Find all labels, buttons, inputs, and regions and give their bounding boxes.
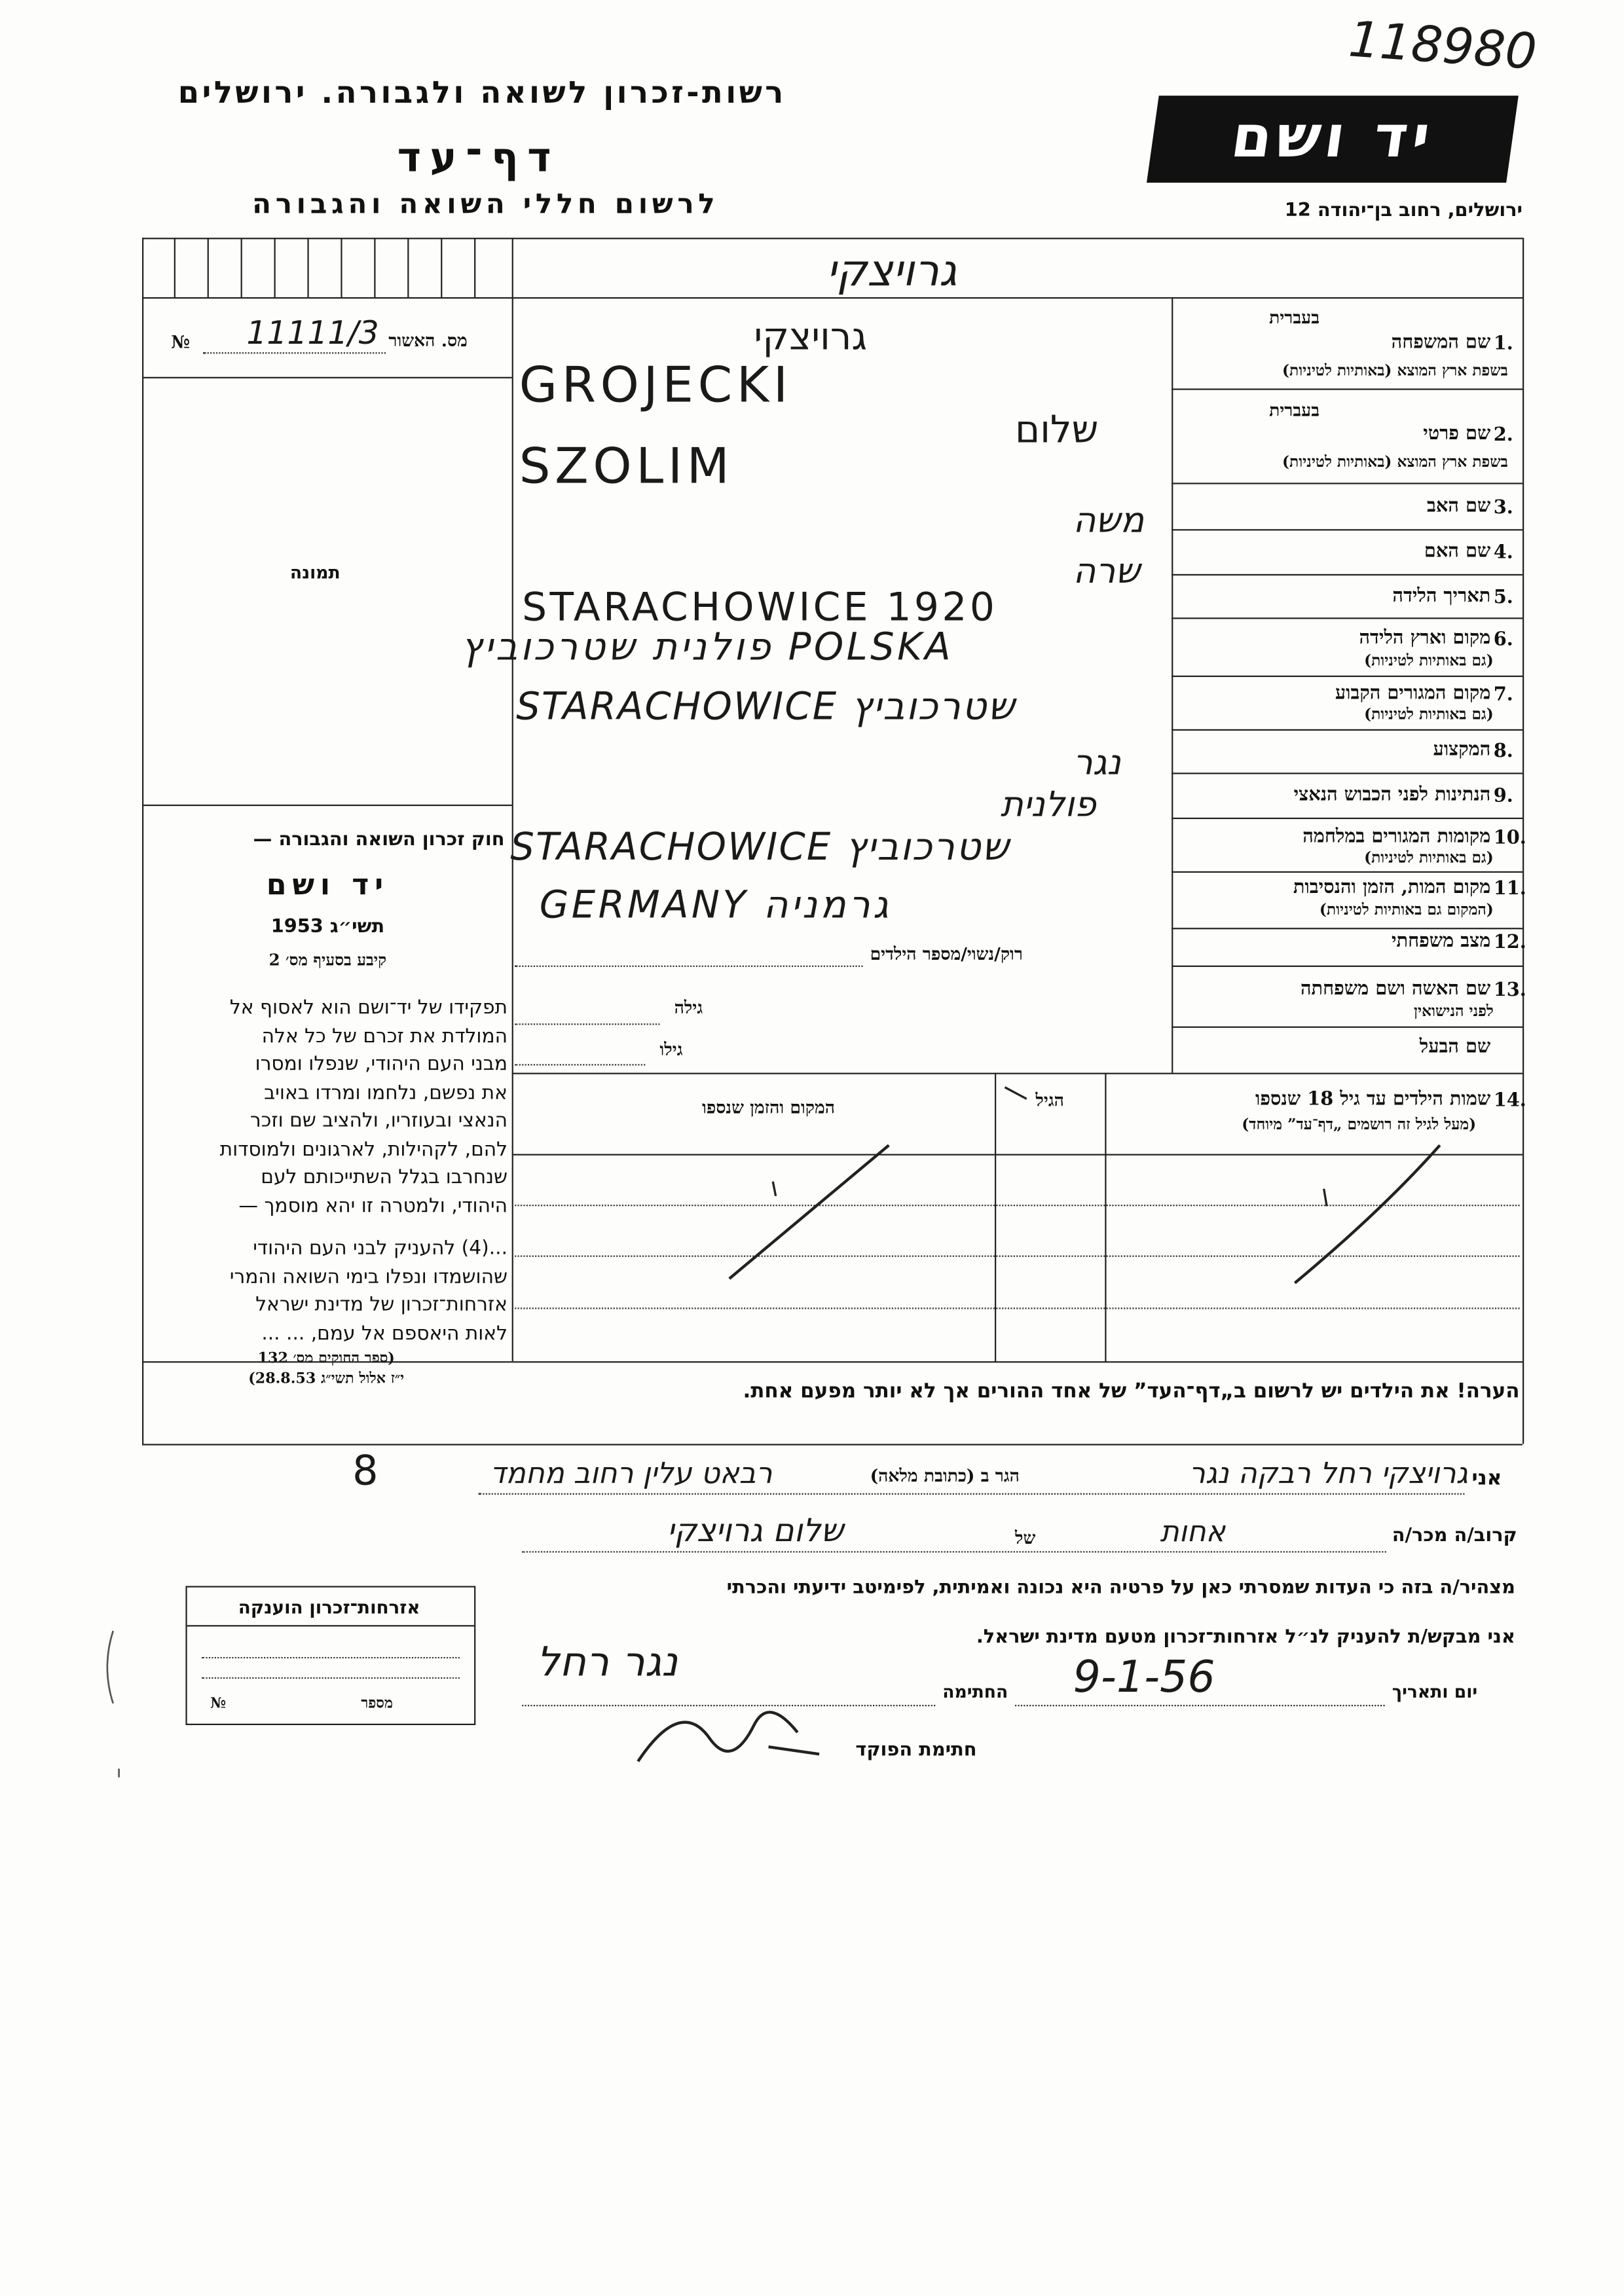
- signature-value: נגר רחל: [536, 1638, 678, 1686]
- frame-left: [142, 238, 143, 1444]
- field-4-num: 4.: [1493, 542, 1513, 564]
- field-13-label: שם האשה ושם משפחתה: [1300, 978, 1491, 1000]
- field-10-label: מקומות המגורים במלחמה: [1302, 826, 1491, 848]
- citizenship-box-line: [202, 1677, 460, 1679]
- field-husband-label: שם הבעל: [1419, 1036, 1491, 1059]
- citizenship-number-label: מספר: [361, 1696, 394, 1713]
- field-12-value: רוק/נשוי/מספר הילדים: [870, 943, 1023, 964]
- field-13-divider: [1172, 1027, 1522, 1028]
- field-8-label: המקצוע: [1433, 739, 1491, 761]
- field-5-value: STARACHOWICE 1920: [522, 585, 998, 631]
- signature-label: החתימה: [942, 1681, 1008, 1702]
- field-10-sub: (גם באותיות לטיניות): [1364, 849, 1494, 867]
- field-2-value-latin: SZOLIM: [519, 437, 734, 496]
- field-6-divider: [1172, 676, 1522, 677]
- field-9-value: פולנית: [1000, 784, 1096, 825]
- field-2-label: שם פרטי: [1423, 423, 1491, 445]
- grid-cell: [341, 238, 342, 297]
- field-4-divider: [1172, 574, 1522, 575]
- decl-line4: אני מבקש/ת להעניק לנ״ל אזרחות־זכרון מטעם מדינת ישראל.: [976, 1626, 1515, 1649]
- grid-cell: [407, 238, 409, 297]
- field-1-label: שם המשפחה: [1391, 332, 1491, 354]
- form-subtitle: לרשום חללי השואה והגבורה: [252, 188, 720, 221]
- decl-line2-label: קרוב/ה מכר/ה: [1392, 1525, 1517, 1547]
- field-10-value: STARACHOWICE שטרכוביץ: [510, 826, 1010, 870]
- field-5-divider: [1172, 617, 1522, 619]
- field-8-num: 8.: [1493, 740, 1513, 763]
- law-text-block: [145, 994, 507, 1391]
- official-signature-label: חתימת הפוקד: [855, 1740, 977, 1762]
- decl-line1-dotted: [479, 1493, 1465, 1495]
- law-reference: (ספר החוקים מס׳ 132: [257, 1351, 395, 1368]
- archive-number: 118980: [1346, 10, 1539, 82]
- decl-line1-number: 8: [352, 1446, 378, 1495]
- children-label: שמות הילדים עד גיל 18 שנספו: [1255, 1088, 1491, 1111]
- address: ירושלים, רחוב בן־יהודה 12: [1284, 200, 1523, 222]
- grid-cell: [307, 238, 308, 297]
- field-1-divider: [1172, 388, 1522, 390]
- grid-cell: [208, 238, 209, 297]
- field-2-divider: [1172, 483, 1522, 484]
- decl-line2-dotted: [522, 1551, 1386, 1552]
- field-7-divider: [1172, 729, 1522, 731]
- grid-cell: [474, 238, 475, 297]
- law-line: אזרחות־זכרון של מדינת ישראל: [255, 1294, 508, 1317]
- field-1-sub: בשפת ארץ המוצא (באותיות לטיניות): [1282, 362, 1508, 380]
- field-6-sub: (גם באותיות לטיניות): [1364, 652, 1494, 670]
- law-line: ...(4) להעניק לבני העם היהודי: [253, 1238, 508, 1260]
- field-7-sub: (גם באותיות לטיניות): [1364, 706, 1494, 723]
- law-clause: קיבע בסעיף מס׳ 2: [268, 951, 387, 970]
- registration-label: מס. האשור: [388, 330, 468, 351]
- grid-cell: [441, 238, 442, 297]
- citizenship-box-title-divider: [187, 1625, 474, 1626]
- citizenship-box: [185, 1586, 475, 1725]
- field-12-label: מצב משפחתי: [1392, 930, 1491, 953]
- field-1-tag: בעברית: [1269, 307, 1320, 328]
- field-2-sub: בשפת ארץ המוצא (באותיות לטיניות): [1282, 454, 1508, 471]
- field-13-dotted-line: [515, 1023, 659, 1025]
- field-13-num: 13.: [1493, 979, 1526, 1002]
- field-husband-dotted-line: [515, 1064, 645, 1065]
- field-10-num: 10.: [1493, 828, 1526, 850]
- registration-number: 11111/3: [246, 316, 379, 353]
- field-11-sub: (המקום גם באותיות לטיניות): [1319, 902, 1494, 919]
- field-7-label: מקום המגורים הקבוע: [1335, 682, 1491, 705]
- field-4-label: שם האם: [1424, 540, 1491, 563]
- law-title: חוק זכרון השואה והגבורה —: [253, 829, 505, 851]
- date-value: 9-1-56: [1073, 1652, 1215, 1704]
- law-line: הנאצי ובעוזריו, ולהציב שם וזכר: [249, 1110, 508, 1133]
- law-line: המולדת את זכרם של כל אלה: [261, 1025, 508, 1048]
- children-col-age: הגיל: [1035, 1090, 1064, 1111]
- form-title: דף־עד: [397, 133, 560, 181]
- field-7-num: 7.: [1493, 684, 1513, 706]
- label-column-divider: [1172, 297, 1173, 1073]
- field-12-dotted-line: [515, 966, 862, 967]
- note: הערה! את הילדים יש לרשום ב„דף־העד” של אחד ההורים אך לא יותר מפעם אחת.: [743, 1380, 1520, 1404]
- law-reference-date: י״ז אלול תשי״ג 28.8.53): [248, 1371, 405, 1388]
- field-12-divider: [1172, 966, 1522, 967]
- field-5-label: תאריך הלידה: [1392, 585, 1491, 608]
- law-line: היהודי, ולמטרה זו יהא מוסמך —: [238, 1195, 508, 1217]
- law-line: תפקידו של יד־ושם הוא לאסוף אל: [229, 997, 508, 1019]
- field-1-value-latin: GROJECKI: [519, 356, 792, 415]
- photo-label: תמונה: [289, 562, 341, 583]
- field-11-value: GERMANY גרמניה: [539, 884, 892, 928]
- field-husband-value: גילו: [659, 1039, 683, 1060]
- decl-line2-name: שלום גרויצקי: [667, 1513, 843, 1550]
- children-col-place: המקום והזמן שנספו: [702, 1097, 836, 1118]
- field-3-label: שם האב: [1427, 496, 1491, 518]
- children-sub: (מעל לגיל זה רושמים „דף־עד” מיוחד): [1242, 1116, 1477, 1134]
- field-3-value: משה: [1073, 500, 1145, 541]
- citizenship-box-line: [202, 1657, 460, 1658]
- date-dotted-line: [1015, 1705, 1385, 1706]
- law-name: יד ושם: [266, 867, 390, 902]
- field-11-label: מקום המות, הזמן והנסיבות: [1293, 877, 1491, 899]
- logo-text: יד ושם: [1227, 104, 1439, 172]
- law-line: שהושמדו ונפלו בימי השואה והמרי: [229, 1266, 508, 1288]
- field-13-value: גילה: [674, 997, 703, 1018]
- field-5-num: 5.: [1493, 587, 1513, 610]
- date-label: יום ותאריך: [1392, 1681, 1478, 1702]
- grid-cell: [374, 238, 375, 297]
- field-3-divider: [1172, 529, 1522, 530]
- official-signature-mark: [623, 1682, 841, 1783]
- law-line: את נפשם, נלחמו ומרדו באויב: [264, 1082, 508, 1104]
- yad-vashem-logo: [1147, 96, 1519, 183]
- top-handwritten-name: גרויצקי: [826, 246, 957, 297]
- field-8-divider: [1172, 773, 1522, 774]
- grid-cell: [174, 238, 175, 297]
- field-4-value: שרה: [1073, 551, 1140, 592]
- field-11-num: 11.: [1493, 878, 1526, 901]
- field-6-num: 6.: [1493, 629, 1513, 651]
- children-crossout-marks: [512, 1073, 1522, 1363]
- decl-line1-mid: הגר ב (כתובת מלאה): [870, 1465, 1020, 1486]
- children-num: 14.: [1493, 1090, 1526, 1112]
- photo-area-bottom: [142, 805, 512, 806]
- law-line: שנחרבו בגלל השתייכותם לעם: [261, 1167, 508, 1189]
- field-1-value-he: גרויצקי: [754, 316, 868, 360]
- decl-line2-relation: אחות: [1160, 1513, 1226, 1548]
- grid-cell: [241, 238, 242, 297]
- field-area-top: [512, 297, 1522, 299]
- grid-cell: [274, 238, 276, 297]
- field-3-num: 3.: [1493, 497, 1513, 519]
- registration-no-label: №: [171, 332, 191, 353]
- note-bottom: [142, 1444, 1522, 1445]
- law-line: מבני העם היהודי, שנפלו ומסרו: [255, 1053, 508, 1076]
- law-line: להם, לקהילות, לארגונים ולמוסדות: [219, 1139, 508, 1161]
- frame-top: [142, 238, 1522, 239]
- field-9-label: הנתינות לפני הכבוש הנאצי: [1293, 784, 1491, 807]
- field-6-value: פולנית שטרכוביץ POLSKA: [461, 626, 954, 670]
- decl-line1-address: רבאט עלין רחוב מחמד: [490, 1455, 773, 1491]
- field-6-label: מקום וארץ הלידה: [1359, 627, 1491, 650]
- field-13-sub: לפני הנישואין: [1414, 1003, 1494, 1021]
- institution-name: רשות-זכרון לשואה ולגבורה. ירושלים: [177, 75, 786, 111]
- field-2-num: 2.: [1493, 424, 1513, 447]
- margin-marks: [87, 1624, 145, 1798]
- top-grid-bottom: [142, 297, 512, 299]
- field-9-divider: [1172, 818, 1522, 819]
- registration-row-bottom: [142, 377, 512, 378]
- field-9-num: 9.: [1493, 786, 1513, 808]
- field-10-divider: [1172, 871, 1522, 873]
- decl-line2-of: של: [1015, 1527, 1036, 1548]
- field-7-value: STARACHOWICE שטרכוביץ: [516, 685, 1016, 729]
- registration-dotted-line: [203, 352, 386, 354]
- field-8-value: נגר: [1073, 742, 1121, 783]
- field-2-tag: בעברית: [1269, 400, 1320, 421]
- decl-line1-label: אני: [1471, 1467, 1502, 1491]
- decl-line1-name: גרויצקי רחל רבקה נגר: [1189, 1455, 1468, 1491]
- field-1-num: 1.: [1493, 333, 1513, 355]
- citizenship-box-title: אזרחות־זכרון הוענקה: [238, 1595, 420, 1618]
- citizenship-no-label: №: [210, 1696, 227, 1713]
- decl-line3: מצהיר/ה בזה כי העדות שמסרתי כאן על פרטיה היא נכונה ואמיתית, לפימיטב ידיעתי והכרתי: [726, 1577, 1515, 1599]
- field-12-num: 12.: [1493, 932, 1526, 955]
- law-line: לאות היאספם אל עמם, ... ...: [261, 1322, 508, 1345]
- field-2-value-he: שלום: [1015, 409, 1099, 452]
- law-year: תשי״ג 1953: [270, 916, 385, 938]
